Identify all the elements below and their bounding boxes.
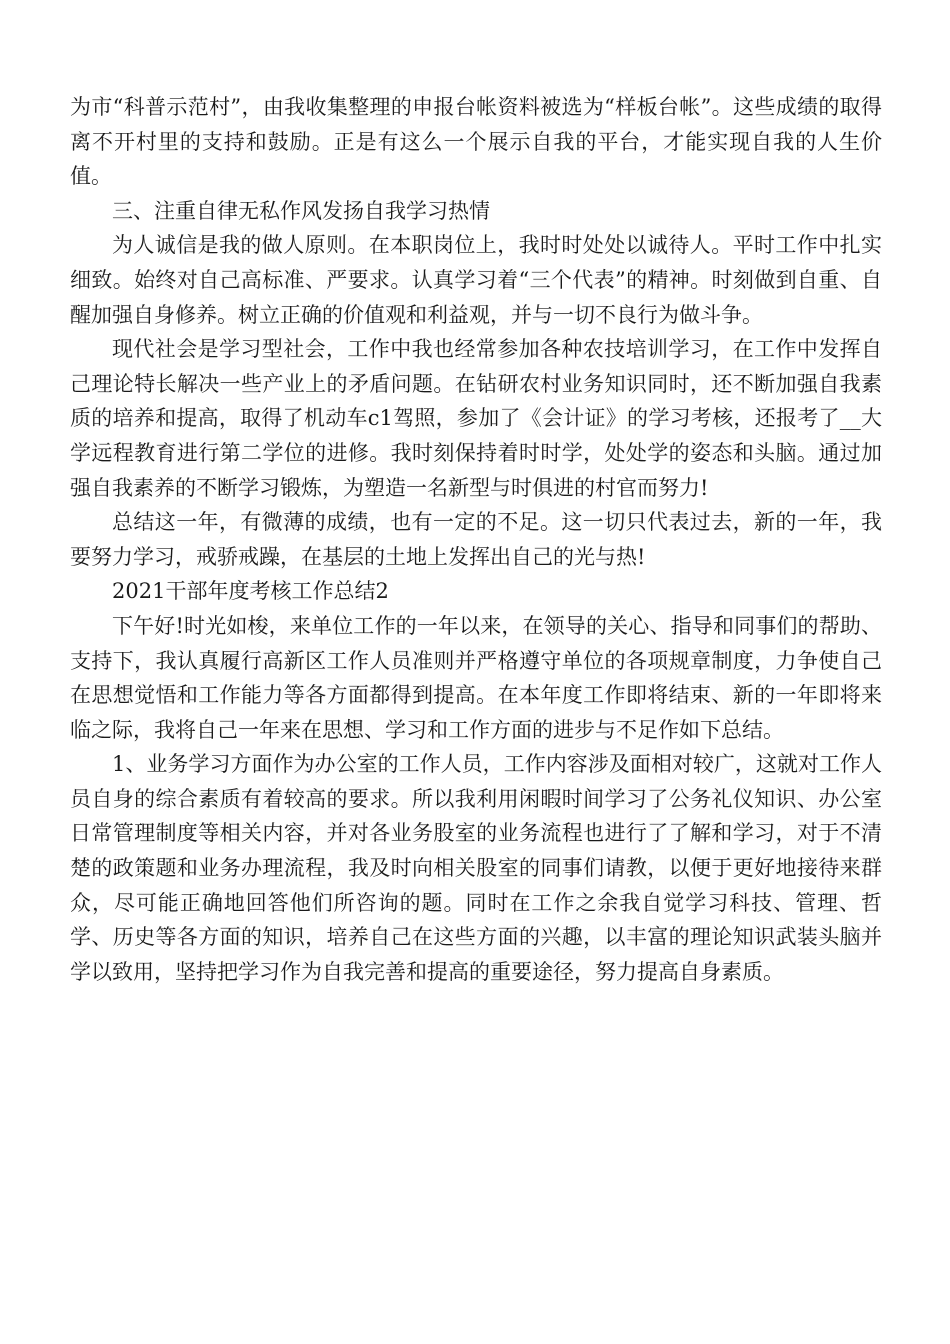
document-subtitle-summary-2: 2021干部年度考核工作总结2 <box>112 579 389 604</box>
document-page <box>70 90 882 989</box>
paragraph-business-study: 1、业务学习方面作为办公室的工作人员，工作内容涉及面相对较广，这就对工作人员自身的综合素质有着较高的要求。所以我利用闲暇时间学习了公务礼仪知识、办公室日常管理制度等相关内容，并对各业务股室的业务流程也进行了了解和学习，对于不清楚的政策题和业务办理流程，我及时向相关股室的同事们请教，以便于更好地接待来群众，尽可能正确地回答他们所咨询的题。同时在工作之余我自觉学习科技、管理、哲学、历史等各方面的知识，培养自己在这些方面的兴趣，以丰富的理论知识武装头脑并学以致用，坚持把学习作为自我完善和提高的重要途径，努力提高自身素质。 <box>70 752 882 984</box>
paragraph-greeting-intro: 下午好!时光如梭，来单位工作的一年以来，在领导的关心、指导和同事们的帮助、支持下，我认真履行高新区工作人员准则并严格遵守单位的各项规章制度，力争使自己在思想觉悟和工作能力等各方面都得到提高。在本年度工作即将结束、新的一年即将来临之际，我将自己一年来在思想、学习和工作方面的进步与不足作如下总结。 <box>70 613 882 742</box>
paragraph-integrity: 为人诚信是我的做人原则。在本职岗位上，我时时处处以诚待人。平时工作中扎实细致。始终对自己高标准、严要求。认真学习着“三个代表”的精神。时刻做到自重、自醒加强自身修养。树立正确的价值观和利益观，并与一切不良行为做斗争。 <box>70 233 882 327</box>
paragraph-achievements-continued: 为市“科普示范村”，由我收集整理的申报台帐资料被选为“样板台帐”。这些成绩的取得离不开村里的支持和鼓励。正是有这么一个展示自我的平台，才能实现自我的人生价值。 <box>70 95 882 189</box>
section-heading-self-discipline: 三、注重自律无私作风发扬自我学习热情 <box>112 198 490 223</box>
paragraph-learning: 现代社会是学习型社会，工作中我也经常参加各种农技培训学习，在工作中发挥自己理论特长解决一些产业上的矛盾问题。在钻研农村业务知识同时，还不断加强自我素质的培养和提高，取得了机动车c1驾照，参加了《会计证》的学习考核，还报考了__大学远程教育进行第二学位的进修。我时刻保持着时时学，处处学的姿态和头脑。通过加强自我素养的不断学习锻炼，为塑造一名新型与时俱进的村官而努力! <box>70 337 882 500</box>
paragraph-year-summary: 总结这一年，有微薄的成绩，也有一定的不足。这一切只代表过去，新的一年，我要努力学习，戒骄戒躁，在基层的土地上发挥出自己的光与热! <box>70 510 882 569</box>
